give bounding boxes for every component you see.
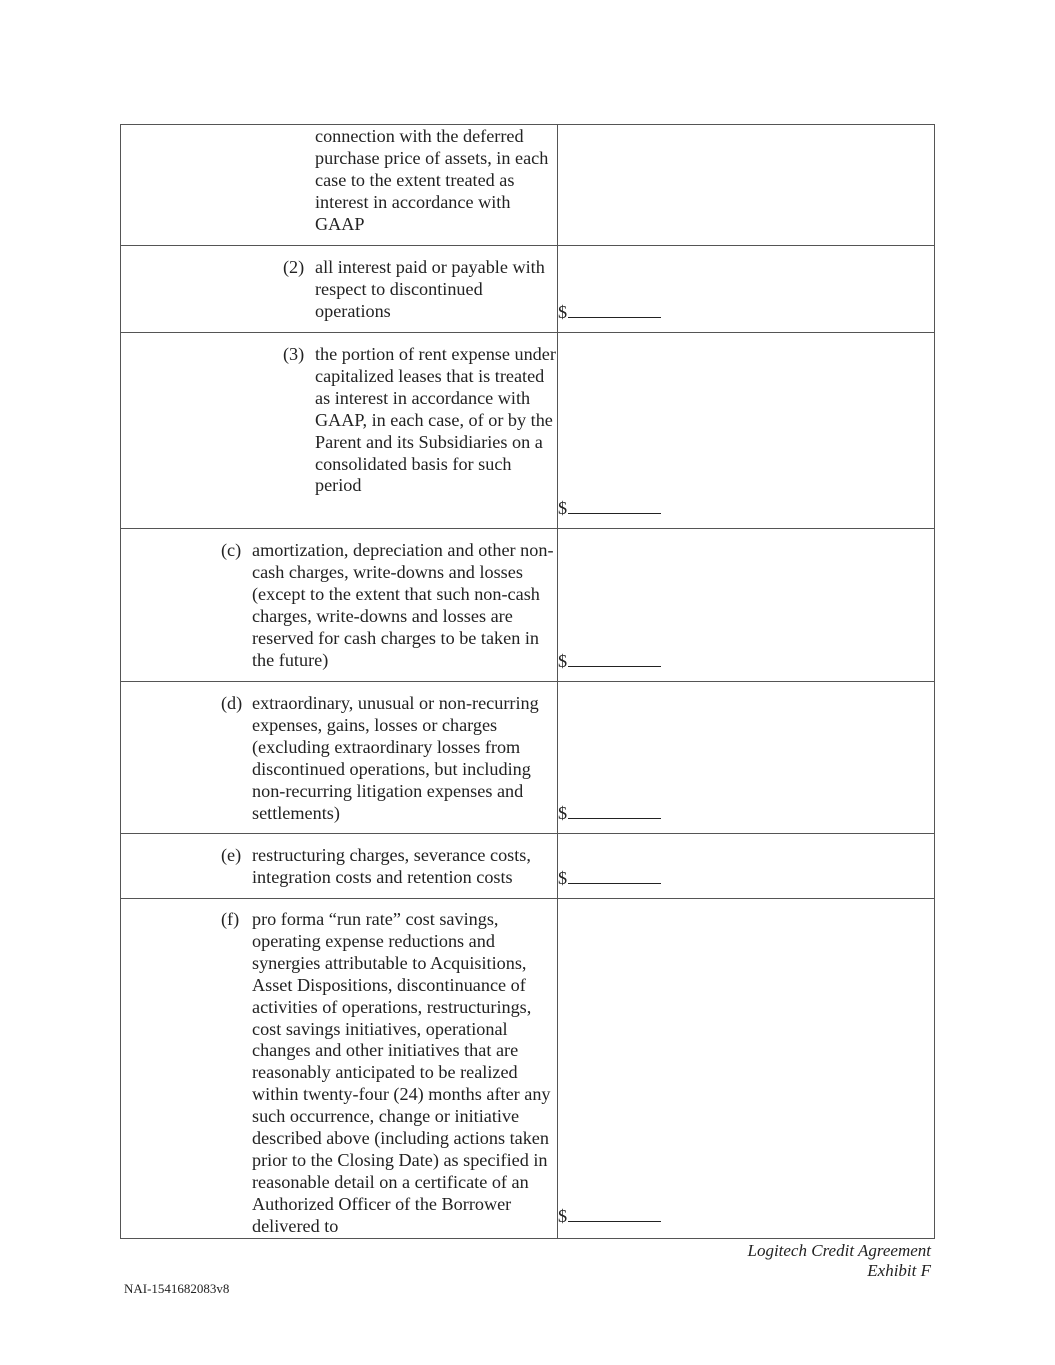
- description-cell: [121, 333, 558, 529]
- item-marker: (e): [221, 845, 242, 865]
- list-item: [121, 693, 557, 824]
- description-cell: [121, 246, 558, 333]
- item-text: the portion of rent expense under capitalized leases that is treated as interest in accordance with GAAP, in each case, of or by the Parent and its Subsidiaries on a consolidated basis for such period: [315, 344, 556, 496]
- item-marker: (2): [283, 257, 305, 277]
- amount-blank: $: [558, 301, 661, 324]
- table-row: [121, 529, 935, 682]
- list-item: [121, 540, 557, 671]
- list-item: [121, 344, 557, 497]
- list-item: [121, 126, 557, 236]
- list-item: [121, 845, 557, 889]
- amount-cell: [558, 834, 935, 899]
- item-marker: (d): [221, 693, 243, 713]
- table-row: [121, 682, 935, 834]
- amount-cell: [558, 529, 935, 682]
- table-row: [121, 333, 935, 529]
- amount-cell: [558, 246, 935, 333]
- amount-cell: [558, 899, 935, 1239]
- amount-cell: [558, 125, 935, 246]
- description-cell: [121, 529, 558, 682]
- document-id: NAI-1541682083v8: [124, 1281, 230, 1296]
- item-text: extraordinary, unusual or non-recurring expenses, gains, losses or charges (excluding extraordinary losses from discontinued operations, but including non-recurring litigation expenses and settlements): [252, 693, 539, 823]
- item-text: restructuring charges, severance costs, integration costs and retention costs: [252, 845, 531, 887]
- description-cell: [121, 682, 558, 834]
- footer-exhibit: Exhibit F: [867, 1261, 931, 1280]
- item-marker: (3): [283, 344, 305, 364]
- item-marker: [283, 126, 315, 236]
- amount-cell: [558, 333, 935, 529]
- description-cell: [121, 899, 558, 1239]
- footer-agreement: Logitech Credit Agreement: [747, 1241, 931, 1260]
- amount-blank: $: [558, 1205, 661, 1228]
- amount-blank: $: [558, 497, 661, 520]
- item-marker: (f): [221, 909, 240, 929]
- item-marker: (c): [221, 540, 242, 560]
- item-text: all interest paid or payable with respect to discontinued operations: [315, 257, 545, 321]
- item-text: connection with the deferred purchase price of assets, in each case to the extent treated as interest in accordance with GAAP: [315, 126, 549, 234]
- list-item: [121, 257, 557, 323]
- description-cell: [121, 834, 558, 899]
- amount-blank: $: [558, 650, 661, 673]
- table-row: [121, 899, 935, 1239]
- calculation-table: [120, 124, 935, 1239]
- amount-blank: $: [558, 867, 661, 890]
- description-cell: [121, 125, 558, 246]
- table-row: [121, 125, 935, 246]
- footer-title: [747, 1241, 931, 1281]
- amount-cell: [558, 682, 935, 834]
- list-item: [121, 909, 557, 1238]
- item-text: pro forma “run rate” cost savings, operating expense reductions and synergies attributable to Acquisitions, Asset Dispositions, discontinuance of activities of operations, restructurings, cost savings initiatives, operational changes and other initiatives that are reasonably anticipated to be realized within twenty-four (24) months after any such occurrence, change or initiative described above (including actions taken prior to the Closing Date) as specified in reasonable detail on a certificate of an Authorized Officer of the Borrower delivered to: [252, 909, 551, 1236]
- amount-blank: $: [558, 802, 661, 825]
- table-row: [121, 246, 935, 333]
- item-text: amortization, depreciation and other non-cash charges, write-downs and losses (except to the extent that such non-cash charges, write-downs and losses are reserved for cash charges to be taken in the future): [252, 540, 554, 670]
- table-row: [121, 834, 935, 899]
